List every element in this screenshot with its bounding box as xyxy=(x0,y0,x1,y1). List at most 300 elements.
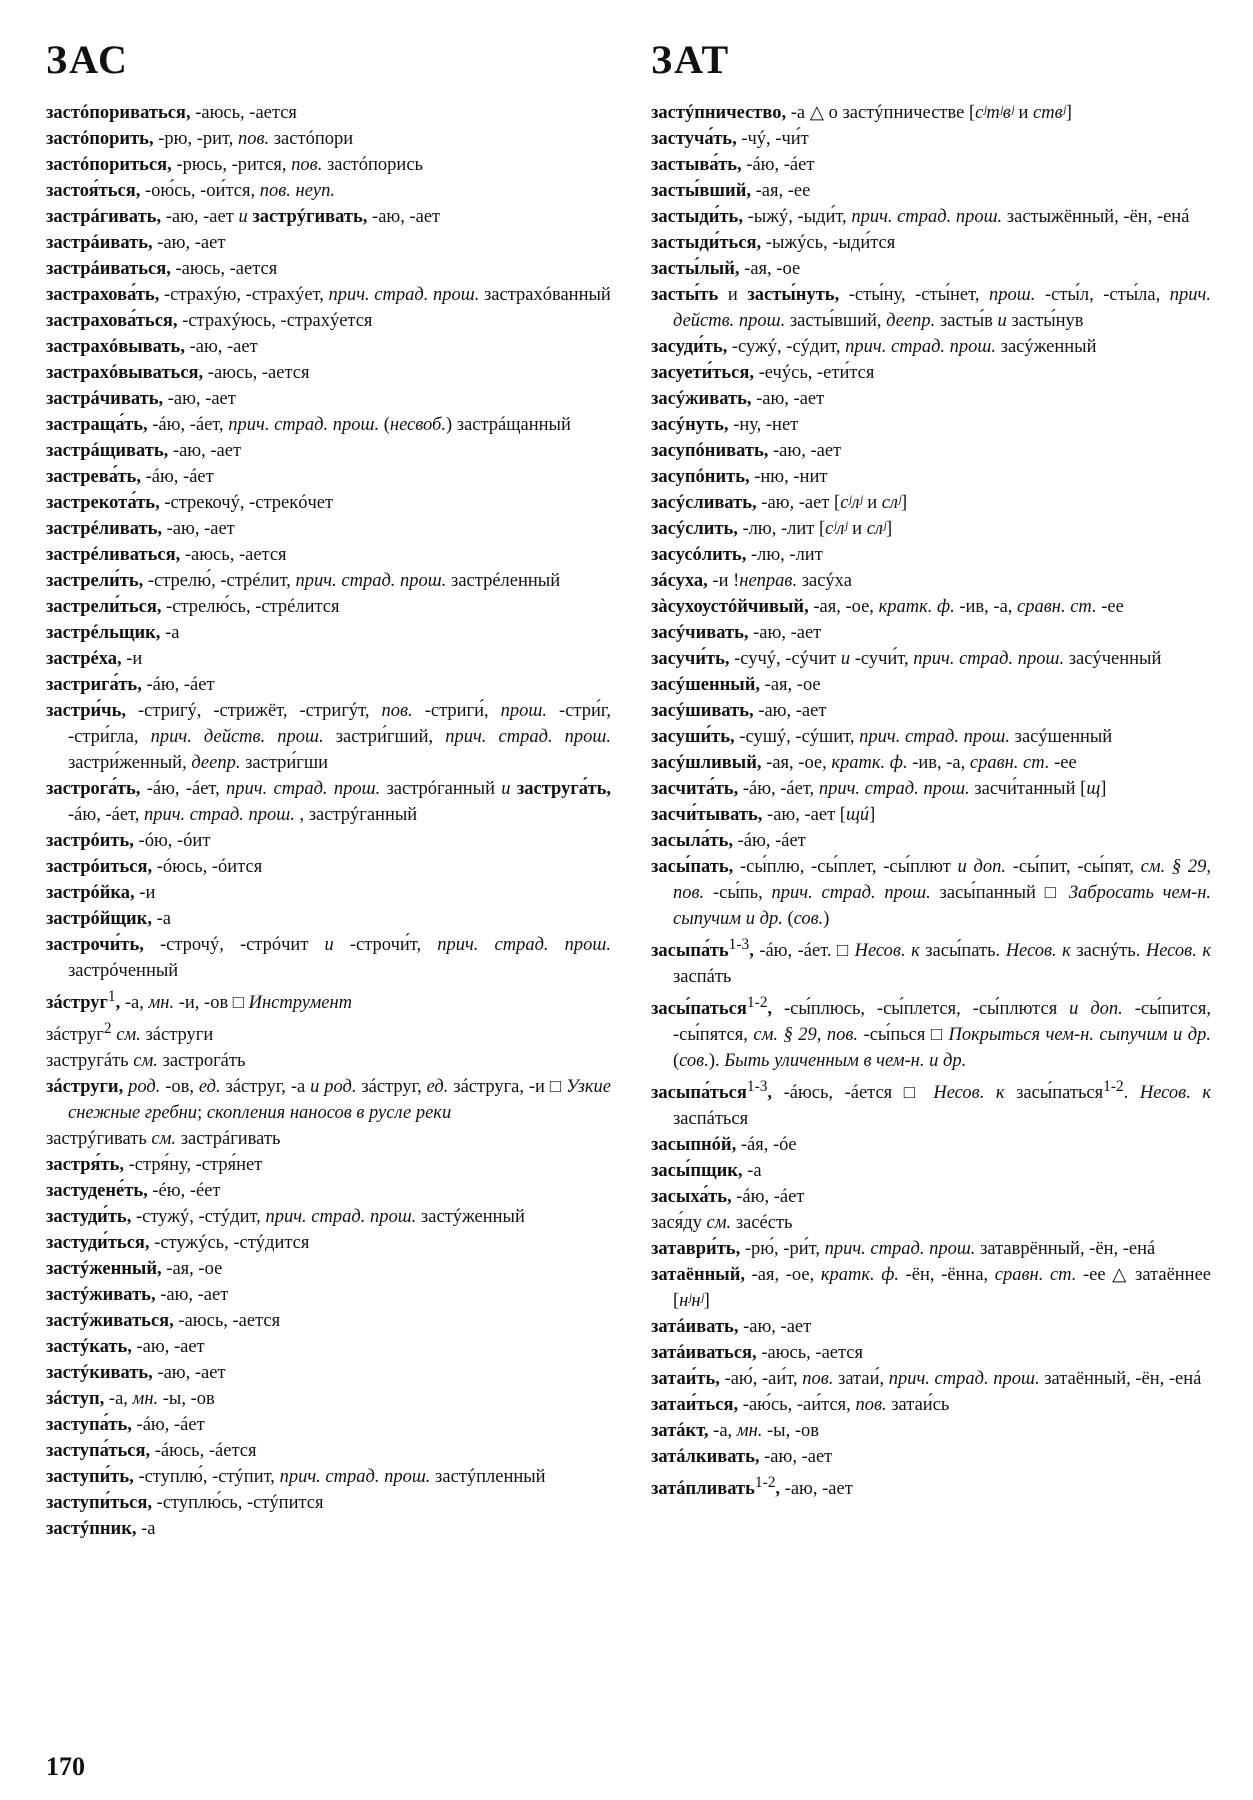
entry-text: ] xyxy=(1100,779,1107,799)
grammar-label: см. xyxy=(151,1129,177,1150)
grammar-label: Несов. к xyxy=(854,941,920,962)
dictionary-entry xyxy=(651,1074,1211,1132)
grammar-label: сʲтʲвʲ xyxy=(975,103,1014,123)
grammar-label: пов. xyxy=(381,701,413,721)
grammar-label: кратк. ф. xyxy=(878,597,955,617)
headword: засýчивать, xyxy=(651,623,749,643)
grammar-label: и xyxy=(840,649,851,669)
grammar-label: род. xyxy=(128,1077,161,1098)
dictionary-entry xyxy=(651,932,1211,990)
dictionary-entry xyxy=(651,1236,1211,1262)
entry-text: -аюсь, -ается xyxy=(173,1311,281,1332)
grammar-label: и xyxy=(238,207,248,227)
entry-text: -аю, -ает xyxy=(759,1447,833,1468)
dictionary-entry xyxy=(651,1444,1211,1470)
entry-text: зáструги xyxy=(140,1025,214,1046)
entry-text: -сты́л, -сты́ла, xyxy=(1035,285,1170,305)
entry-text: -аюсь, -ается xyxy=(203,363,310,383)
headword: застрахова́ться, xyxy=(46,311,178,331)
entry-text: -ою́сь, -ои́тся, xyxy=(140,181,260,201)
entry-text: засты́в xyxy=(935,311,998,331)
headword: застрéльщик, xyxy=(46,623,161,643)
headword: засýшивать, xyxy=(651,701,754,721)
grammar-label: и род. xyxy=(310,1077,357,1098)
entry-list-right xyxy=(651,100,1211,1503)
entry-text: -áю, -áет, xyxy=(140,779,227,799)
entry-text: -и xyxy=(121,649,143,669)
grammar-label: прош. xyxy=(500,701,548,721)
entry-text: ] xyxy=(1065,103,1072,123)
headword: застрекота́ть, xyxy=(46,493,160,513)
entry-text: -и xyxy=(134,883,156,903)
entry-text: -сучи́т, xyxy=(850,649,914,669)
entry-text: -стужýсь, -стýдится xyxy=(149,1233,310,1254)
headword: застря́ть, xyxy=(46,1155,125,1176)
entry-text: застрахóванный xyxy=(479,285,611,305)
headword: засчи́тывать, xyxy=(651,805,763,825)
entry-text: -лю, -лит xyxy=(746,545,823,565)
grammar-label: прич. страд. прош. xyxy=(824,1239,976,1260)
entry-text: -áюсь, -áется □ xyxy=(772,1083,934,1104)
dictionary-entry xyxy=(46,308,611,334)
entry-text: ; xyxy=(197,1103,207,1124)
headword: засыпа́ть xyxy=(651,941,729,962)
entry-text: -аю, -ает xyxy=(751,389,825,409)
entry-text: засýшенный xyxy=(1010,727,1113,747)
dictionary-entry xyxy=(651,594,1211,620)
entry-text: -сы́плюсь, -сы́плется, -сы́плются xyxy=(772,999,1070,1020)
grammar-label: деепр. xyxy=(191,753,241,773)
grammar-label: Быть уличенным в чем-н. и др. xyxy=(724,1051,967,1072)
dictionary-entry xyxy=(46,620,611,646)
entry-text: затаённый, -ён, -енá xyxy=(1039,1369,1202,1390)
dictionary-entry xyxy=(46,100,611,126)
grammar-label: Инструмент xyxy=(248,993,353,1014)
grammar-label: прич. страд. прош. xyxy=(265,1207,417,1228)
headword: засýшенный, xyxy=(651,675,761,695)
grammar-label: Несов. к xyxy=(1139,1083,1212,1104)
dictionary-entry xyxy=(46,672,611,698)
grammar-label: ед. xyxy=(426,1077,449,1098)
grammar-label: несвоб. xyxy=(389,415,446,435)
grammar-label: прич. страд. прош. xyxy=(437,935,611,955)
entry-text: ] xyxy=(869,805,876,825)
headword: заступа́ть, xyxy=(46,1415,132,1436)
dictionary-entry xyxy=(651,334,1211,360)
entry-text: -аю, -ает [ xyxy=(762,805,846,825)
entry-text: -а △ о застýпничестве [ xyxy=(786,103,976,123)
running-head-right: ЗАТ xyxy=(651,37,731,82)
headword: застрахóвывать, xyxy=(46,337,185,357)
headword: засыла́ть, xyxy=(651,831,733,851)
dictionary-entry xyxy=(651,1262,1211,1314)
entry-text: застрóганный xyxy=(380,779,502,799)
grammar-label: пов. xyxy=(855,1395,887,1416)
dictionary-entry xyxy=(651,1418,1211,1444)
entry-text: -а xyxy=(136,1519,156,1540)
entry-text: застругáть xyxy=(46,1051,134,1072)
entry-text: застýженный xyxy=(416,1207,525,1228)
entry-text: застыжённый, -ён, -енá xyxy=(1002,207,1190,227)
headword: затáкт, xyxy=(651,1421,709,1442)
entry-text: -сы́пится, -сы́пятся, xyxy=(673,999,1212,1046)
headword: заступа́ться, xyxy=(46,1441,151,1462)
grammar-label: неправ. xyxy=(739,571,798,591)
entry-text: -а, xyxy=(104,1389,133,1410)
grammar-label: слʲ xyxy=(866,519,887,539)
entry-text: -аю, -ает xyxy=(162,519,235,539)
right-column xyxy=(651,36,1211,1503)
headword: застраща́ть, xyxy=(46,415,148,435)
entry-text: застри́женный, xyxy=(68,753,192,773)
grammar-label: прич. страд. прош. xyxy=(226,779,381,799)
dictionary-entry xyxy=(46,932,611,984)
dictionary-entry xyxy=(651,990,1211,1074)
grammar-label: пов. xyxy=(237,129,270,149)
headword: застýженный, xyxy=(46,1259,162,1280)
entry-text: -сы́пит, -сы́пят, xyxy=(1005,857,1141,877)
headword: застрева́ть, xyxy=(46,467,141,487)
headword: застудене́ть, xyxy=(46,1181,148,1202)
entry-text: засýженный xyxy=(996,337,1097,357)
headword: застыди́ться, xyxy=(651,233,762,253)
dictionary-entry xyxy=(651,854,1211,932)
entry-text: застри́гший, xyxy=(323,727,446,747)
entry-text: и xyxy=(847,519,867,539)
dictionary-entry xyxy=(46,646,611,672)
entry-text: -сужý, -сýдит, xyxy=(727,337,846,357)
entry-text: -стужý, -стýдит, xyxy=(131,1207,266,1228)
entry-text: -ая, -ое xyxy=(760,675,821,695)
headword: застрáивать, xyxy=(46,233,153,253)
dictionary-entry xyxy=(46,1282,611,1308)
entry-text: ( xyxy=(673,1051,680,1072)
grammar-label: прич. страд. прош. xyxy=(913,649,1065,669)
entry-text: -аюсь, -ается xyxy=(170,259,278,279)
headword: заступи́ться, xyxy=(46,1493,153,1514)
dictionary-entry xyxy=(651,178,1211,204)
dictionary-entry xyxy=(651,152,1211,178)
entry-text: заспáть xyxy=(673,967,732,988)
entry-text: -áю, -áет xyxy=(131,1415,205,1436)
grammar-label: см. § 29, пов. xyxy=(673,857,1211,903)
entry-text: -аю, -ает xyxy=(753,701,827,721)
grammar-label: скопления наносов в русле реки xyxy=(206,1103,452,1124)
grammar-label: сов. xyxy=(679,1051,709,1072)
headword: застýкать, xyxy=(46,1337,132,1358)
homonym-index: 2 xyxy=(103,1020,112,1038)
entry-text: -сушý, -сýшит, xyxy=(734,727,860,747)
entry-text: -ы, -ов xyxy=(762,1421,820,1442)
headword: засýживать, xyxy=(651,389,752,409)
headword: застрога́ть, xyxy=(46,779,141,799)
headword: застýкивать, xyxy=(46,1363,153,1384)
headword: заступи́ть, xyxy=(46,1467,134,1488)
entry-text: -áю, -áет xyxy=(140,467,214,487)
headword: застуди́ть, xyxy=(46,1207,132,1228)
grammar-label: прич. действ. прош. xyxy=(673,285,1211,331)
dictionary-entry xyxy=(46,386,611,412)
dictionary-entry xyxy=(46,1334,611,1360)
entry-text: затаи́сь xyxy=(886,1395,950,1416)
dictionary-entry xyxy=(651,724,1211,750)
entry-text: -аю, -ает [ xyxy=(756,493,841,513)
entry-text: затаврённый, -ён, -енá xyxy=(975,1239,1156,1260)
entry-text: -ая, -ое, xyxy=(808,597,879,617)
grammar-label: сов. xyxy=(793,909,824,929)
entry-text: -аю́сь, -аи́тся, xyxy=(738,1395,856,1416)
entry-text: зáструга, -и □ xyxy=(448,1077,567,1098)
headword: засыпнóй, xyxy=(651,1135,737,1156)
homonym-index: 1-2 xyxy=(754,1474,776,1492)
entry-text: засы́панный □ xyxy=(930,883,1069,903)
dictionary-entry xyxy=(46,1464,611,1490)
grammar-label: прич. страд. прош. xyxy=(771,883,931,903)
dictionary-entry xyxy=(651,828,1211,854)
left-column xyxy=(46,36,611,1542)
headword: зáсуха, xyxy=(651,571,708,591)
entry-text: зáструг xyxy=(46,1025,104,1046)
entry-text: . xyxy=(1123,1083,1140,1104)
headword: засупóнивать, xyxy=(651,441,769,461)
headword: засты́лый, xyxy=(651,259,740,279)
entry-text: засýченный xyxy=(1064,649,1162,669)
dictionary-entry xyxy=(46,828,611,854)
headword: застрели́ться, xyxy=(46,597,162,617)
headword: засусóлить, xyxy=(651,545,747,565)
entry-text: ). xyxy=(708,1051,725,1072)
dictionary-entry xyxy=(651,516,1211,542)
entry-text: заспáться xyxy=(673,1109,749,1130)
dictionary-entry xyxy=(651,750,1211,776)
entry-text: -ну, -нет xyxy=(728,415,799,435)
entry-text: -сты́ну, -сты́нет, xyxy=(839,285,990,305)
headword: застуди́ться, xyxy=(46,1233,150,1254)
headword: застрéливаться, xyxy=(46,545,181,565)
headword: засýсливать, xyxy=(651,493,757,513)
dictionary-entry xyxy=(46,1386,611,1412)
headword: зàсухоустóйчивый, xyxy=(651,597,809,617)
headword: засуди́ть, xyxy=(651,337,728,357)
dictionary-entry xyxy=(46,698,611,776)
dictionary-entry xyxy=(46,1048,611,1074)
headword: застуча́ть, xyxy=(651,129,737,149)
entry-text: -а, xyxy=(120,993,149,1014)
headword: затаври́ть, xyxy=(651,1239,741,1260)
entry-text: засы́пать. xyxy=(919,941,1006,962)
entry-text: ) застрáщанный xyxy=(445,415,571,435)
headword: зáступ, xyxy=(46,1389,105,1410)
entry-text: зáструг, xyxy=(356,1077,427,1098)
headword: , xyxy=(749,941,754,962)
entry-text: -аюсь, -ается xyxy=(756,1343,864,1364)
entry-text: -сы́пься □ xyxy=(858,1025,949,1046)
grammar-label: сравн. ст. xyxy=(1017,597,1097,617)
grammar-label: и доп. xyxy=(1069,999,1123,1020)
entry-text: -строчи́т, xyxy=(333,935,438,955)
headword: зáструг xyxy=(46,993,108,1014)
entry-text: -аю, -ает xyxy=(152,233,226,253)
grammar-label: сʲлʲ xyxy=(840,493,863,513)
headword: , xyxy=(115,993,121,1014)
entry-text: -óю, -óит xyxy=(133,831,211,851)
entry-text: -ступлю́сь, -стýпится xyxy=(152,1493,324,1514)
entry-text: -ив, -а, xyxy=(907,753,970,773)
entry-text: -аю, -ает xyxy=(155,1285,229,1306)
headword: застóпориться, xyxy=(46,155,172,175)
grammar-label: прич. страд. прош. xyxy=(888,1369,1040,1390)
headword: , xyxy=(775,1479,781,1500)
dictionary-entry xyxy=(651,490,1211,516)
entry-text: -а xyxy=(151,909,171,929)
entry-text: -ечýсь, -ети́тся xyxy=(754,363,875,383)
grammar-label: прич. страд. прош. xyxy=(228,415,380,435)
entry-text: -стря́ну, -стря́нет xyxy=(124,1155,263,1176)
headword: затаи́ть, xyxy=(651,1369,720,1390)
headword: засы́пать, xyxy=(651,857,734,877)
grammar-label: кратк. ф. xyxy=(820,1265,900,1286)
grammar-label: см. xyxy=(706,1213,732,1234)
headword: застрáгивать, xyxy=(46,207,162,227)
headword: засыха́ть, xyxy=(651,1187,732,1208)
entry-text: -ыжý, -ыди́т, xyxy=(742,207,852,227)
headword: засуши́ть, xyxy=(651,727,735,747)
entry-text: -сы́пь, xyxy=(704,883,772,903)
entry-text: зася́ду xyxy=(651,1213,707,1234)
entry-text: -ов, xyxy=(160,1077,199,1098)
grammar-label: Несов. к xyxy=(1005,941,1071,962)
homonym-index: 1-2 xyxy=(1103,1078,1124,1096)
grammar-label: и xyxy=(501,779,511,799)
entry-text: засты́нув xyxy=(1006,311,1084,331)
entry-text: -аю, -ает xyxy=(738,1317,812,1338)
homonym-index: 1-3 xyxy=(728,936,750,953)
entry-text: -áю, -áет. □ xyxy=(753,941,855,962)
entry-text: -стриги́, xyxy=(412,701,501,721)
entry-text: застрогáть xyxy=(157,1051,246,1072)
entry-text: засчи́танный [ xyxy=(969,779,1087,799)
grammar-label: прич. страд. прош. xyxy=(818,779,970,799)
entry-text: -стрекочý, -стрекóчет xyxy=(159,493,334,513)
dictionary-entry xyxy=(651,1184,1211,1210)
grammar-label: и доп. xyxy=(957,857,1006,877)
headword: засчита́ть, xyxy=(651,779,739,799)
dictionary-entry xyxy=(46,126,611,152)
dictionary-entry xyxy=(46,776,611,828)
grammar-label: Несов. к xyxy=(1145,941,1211,962)
entry-text: ( xyxy=(379,415,390,435)
headword: застрéха, xyxy=(46,649,122,669)
entry-text: -аю, -ает xyxy=(131,1337,205,1358)
dictionary-entry xyxy=(46,1074,611,1126)
entry-text: засты́вший, xyxy=(785,311,887,331)
entry-text: -рю, -рит, xyxy=(153,129,238,149)
grammar-label: ед. xyxy=(198,1077,221,1098)
dictionary-entry xyxy=(651,1392,1211,1418)
headword: затáлкивать, xyxy=(651,1447,760,1468)
grammar-label: и xyxy=(324,935,334,955)
grammar-label: прич. страд. прош. xyxy=(143,805,295,825)
dictionary-entry xyxy=(46,1230,611,1256)
dictionary-entry xyxy=(46,490,611,516)
entry-text: засéсть xyxy=(731,1213,793,1234)
dictionary-entry xyxy=(651,568,1211,594)
entry-text: ( xyxy=(782,909,794,929)
dictionary-entry xyxy=(46,594,611,620)
entry-text: -áю, -áет xyxy=(741,155,815,175)
grammar-label: прич. страд. прош. xyxy=(328,285,480,305)
dictionary-entry xyxy=(46,854,611,880)
entry-text: -строчý, -стрóчит xyxy=(143,935,325,955)
grammar-label: см. § 29, пов. xyxy=(753,1025,859,1046)
grammar-label: см. xyxy=(116,1025,141,1046)
dictionary-entry xyxy=(46,1016,611,1048)
grammar-label: мн. xyxy=(148,993,175,1014)
entry-text: ] xyxy=(901,493,908,513)
headword: заструга́ть, xyxy=(516,779,611,799)
grammar-label: прич. страд. прош. xyxy=(445,727,611,747)
dictionary-entry xyxy=(46,1178,611,1204)
dictionary-entry xyxy=(46,178,611,204)
running-head-left: ЗАС xyxy=(46,37,129,82)
entry-text: -рюсь, -рится, xyxy=(171,155,292,175)
entry-text: -ая, -ое xyxy=(739,259,801,279)
entry-text: -ив, -а, xyxy=(954,597,1018,617)
entry-text: -áю, -áет xyxy=(733,831,806,851)
grammar-label: пов. xyxy=(291,155,323,175)
headword: застрахова́ть, xyxy=(46,285,160,305)
entry-text: -страхýю, -страхýет, xyxy=(159,285,329,305)
dictionary-entry xyxy=(46,1438,611,1464)
entry-text: -рю́, -ри́т, xyxy=(740,1239,825,1260)
grammar-label: Забросать чем-н. сыпучим и др. xyxy=(673,883,1212,929)
entry-text: -áя, -óе xyxy=(736,1135,797,1156)
dictionary-entry xyxy=(651,438,1211,464)
entry-text: застрóченный xyxy=(68,961,179,981)
entry-text: -ая, -ое xyxy=(161,1259,223,1280)
dictionary-entry xyxy=(651,698,1211,724)
entry-text: -аю, -ает xyxy=(161,207,239,227)
dictionary-entry xyxy=(46,230,611,256)
headword: застýживаться, xyxy=(46,1311,174,1332)
entry-text: -ыжýсь, -ыди́тся xyxy=(761,233,896,253)
entry-text: застри́гши xyxy=(240,753,329,773)
entry-text: -аю, -ает xyxy=(367,207,441,227)
headword: засýшливый, xyxy=(651,753,762,773)
dictionary-entry xyxy=(46,204,611,230)
grammar-label: сʲлʲ xyxy=(825,519,848,539)
dictionary-entry xyxy=(46,1204,611,1230)
dictionary-entry xyxy=(651,126,1211,152)
dictionary-entry xyxy=(46,906,611,932)
entry-text: и xyxy=(1013,103,1034,123)
entry-text: -стрелю́, -стрéлит, xyxy=(143,571,296,591)
dictionary-entry xyxy=(651,360,1211,386)
entry-text: -ая, -ее xyxy=(750,181,811,201)
entry-text: -аю, -ает xyxy=(748,623,822,643)
page-number: 170 xyxy=(46,1752,85,1781)
homonym-index: 1-2 xyxy=(746,994,768,1012)
dictionary-entry xyxy=(651,256,1211,282)
headword: застýпничество, xyxy=(651,103,787,123)
entry-text: -ступлю́, -стýпит, xyxy=(133,1467,280,1488)
grammar-label: щú xyxy=(845,805,870,825)
headword: засты́нуть, xyxy=(747,285,840,305)
dictionary-entry xyxy=(651,1340,1211,1366)
entry-text: -éю, -éет xyxy=(147,1181,221,1202)
dictionary-entry xyxy=(46,1516,611,1542)
homonym-index: 1 xyxy=(107,988,116,1005)
